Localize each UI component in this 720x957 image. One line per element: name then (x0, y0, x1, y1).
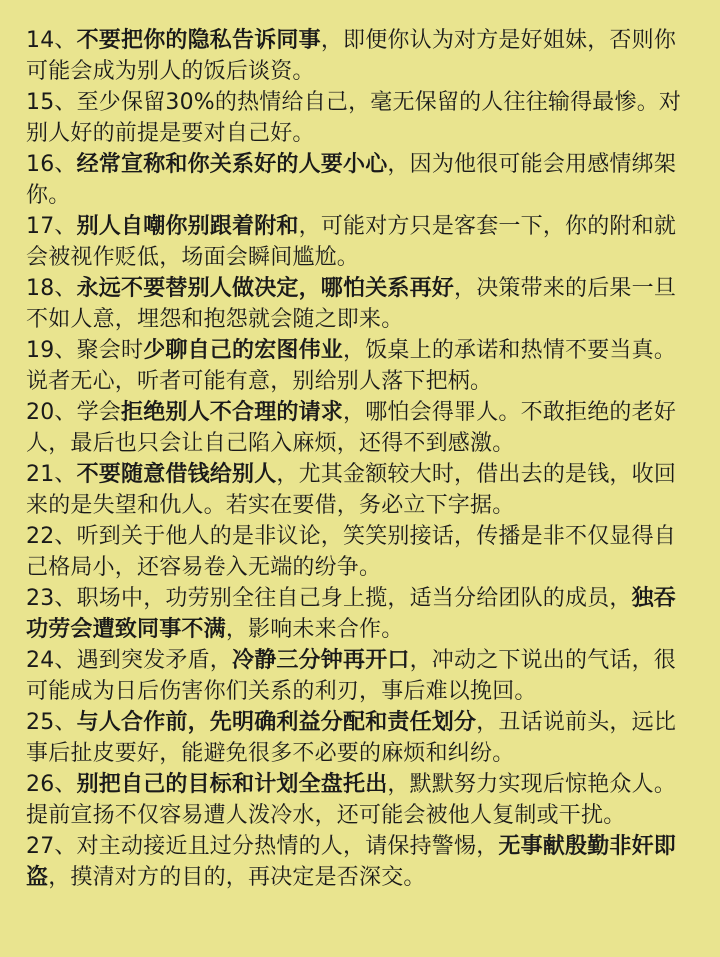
tip-text: ，默默努力实现后惊艳众人。提前宣扬不仅容易遭人泼冷水，还可能会被他人复制或干扰。 (26, 772, 677, 828)
tip-text: ，因为他很可能会用感情绑架你。 (26, 152, 677, 208)
tip-25 (26, 707, 694, 769)
tip-text: ，即便你认为对方是好姐妹，否则你可能会成为别人的饭后谈资。 (26, 28, 677, 84)
tip-24 (26, 645, 694, 707)
tip-text: 21、 (26, 462, 77, 487)
tip-text: 22、听到关于他人的是非议论，笑笑别接话，传播是非不仅显得自己格局小，还容易卷入无端的纷争。 (26, 524, 676, 580)
tip-text: 25、 (26, 710, 77, 735)
tip-highlight: 不要随意借钱给别人 (76, 462, 277, 487)
tip-highlight: 别把自己的目标和计划全盘托出 (76, 772, 388, 797)
tip-highlight: 与人合作前，先明确利益分配和责任划分 (76, 710, 477, 735)
tip-highlight: 独吞功劳会遭致同事不满 (26, 586, 677, 642)
tip-27 (26, 831, 694, 893)
tip-text: ，冲动之下说出的气话，很可能成为日后伤害你们关系的利刃，事后难以挽回。 (26, 648, 677, 704)
tip-19 (26, 335, 694, 397)
tip-22 (26, 521, 694, 583)
tip-highlight: 经常宣称和你关系好的人要小心 (76, 152, 388, 177)
tip-text: ，可能对方只是客套一下，你的附和就会被视作贬低，场面会瞬间尴尬。 (26, 214, 677, 270)
tip-text: ，哪怕会得罪人。不敢拒绝的老好人，最后也只会让自己陷入麻烦，还得不到感激。 (26, 400, 677, 456)
tip-text: 19、聚会时 (26, 338, 144, 363)
tip-highlight: 不要把你的隐私告诉同事 (76, 28, 321, 53)
tip-21 (26, 459, 694, 521)
tip-text: 15、至少保留30%的热情给自己，毫无保留的人往往输得最惨。对别人好的前提是要对自己好。 (26, 90, 682, 146)
tip-text: 17、 (26, 214, 77, 239)
tip-text: 14、 (26, 28, 77, 53)
tip-20 (26, 397, 694, 459)
tip-highlight: 无事献殷勤非奸即盗 (26, 834, 677, 890)
tip-text: 16、 (26, 152, 77, 177)
tip-text: ，决策带来的后果一旦不如人意，埋怨和抱怨就会随之即来。 (26, 276, 677, 332)
tip-text: ，摸清对方的目的，再决定是否深交。 (48, 865, 426, 890)
tip-17 (26, 211, 694, 273)
tip-highlight: 永远不要替别人做决定，哪怕关系再好 (76, 276, 455, 301)
tip-highlight: 少聊自己的宏图伟业 (143, 338, 344, 363)
tip-26 (26, 769, 694, 831)
tip-highlight: 别人自嘲你别跟着附和 (76, 214, 299, 239)
tip-highlight: 冷静三分钟再开口 (232, 648, 410, 673)
tip-text: 26、 (26, 772, 77, 797)
tip-text: ，影响未来合作。 (225, 617, 404, 642)
tip-highlight: 拒绝别人不合理的请求 (121, 400, 344, 425)
tip-text: 27、对主动接近且过分热情的人，请保持警惕， (26, 834, 499, 859)
tip-text: 20、学会 (26, 400, 121, 425)
tip-text: ，丑话说前头，远比事后扯皮要好，能避免很多不必要的麻烦和纠纷。 (26, 710, 677, 766)
tip-15 (26, 87, 694, 149)
tip-16 (26, 149, 694, 211)
tip-14 (26, 25, 694, 87)
tip-text: 18、 (26, 276, 77, 301)
tip-23 (26, 583, 694, 645)
tip-text: ，尤其金额较大时，借出去的是钱，收回来的是失望和仇人。若实在要借，务必立下字据。 (26, 462, 677, 518)
tip-text: 24、遇到突发矛盾， (26, 648, 232, 673)
tip-text: 23、职场中，功劳别全往自己身上揽，适当分给团队的成员， (26, 586, 632, 611)
tip-text: ，饭桌上的承诺和热情不要当真。说者无心，听者可能有意，别给别人落下把柄。 (26, 338, 677, 394)
tip-18 (26, 273, 694, 335)
